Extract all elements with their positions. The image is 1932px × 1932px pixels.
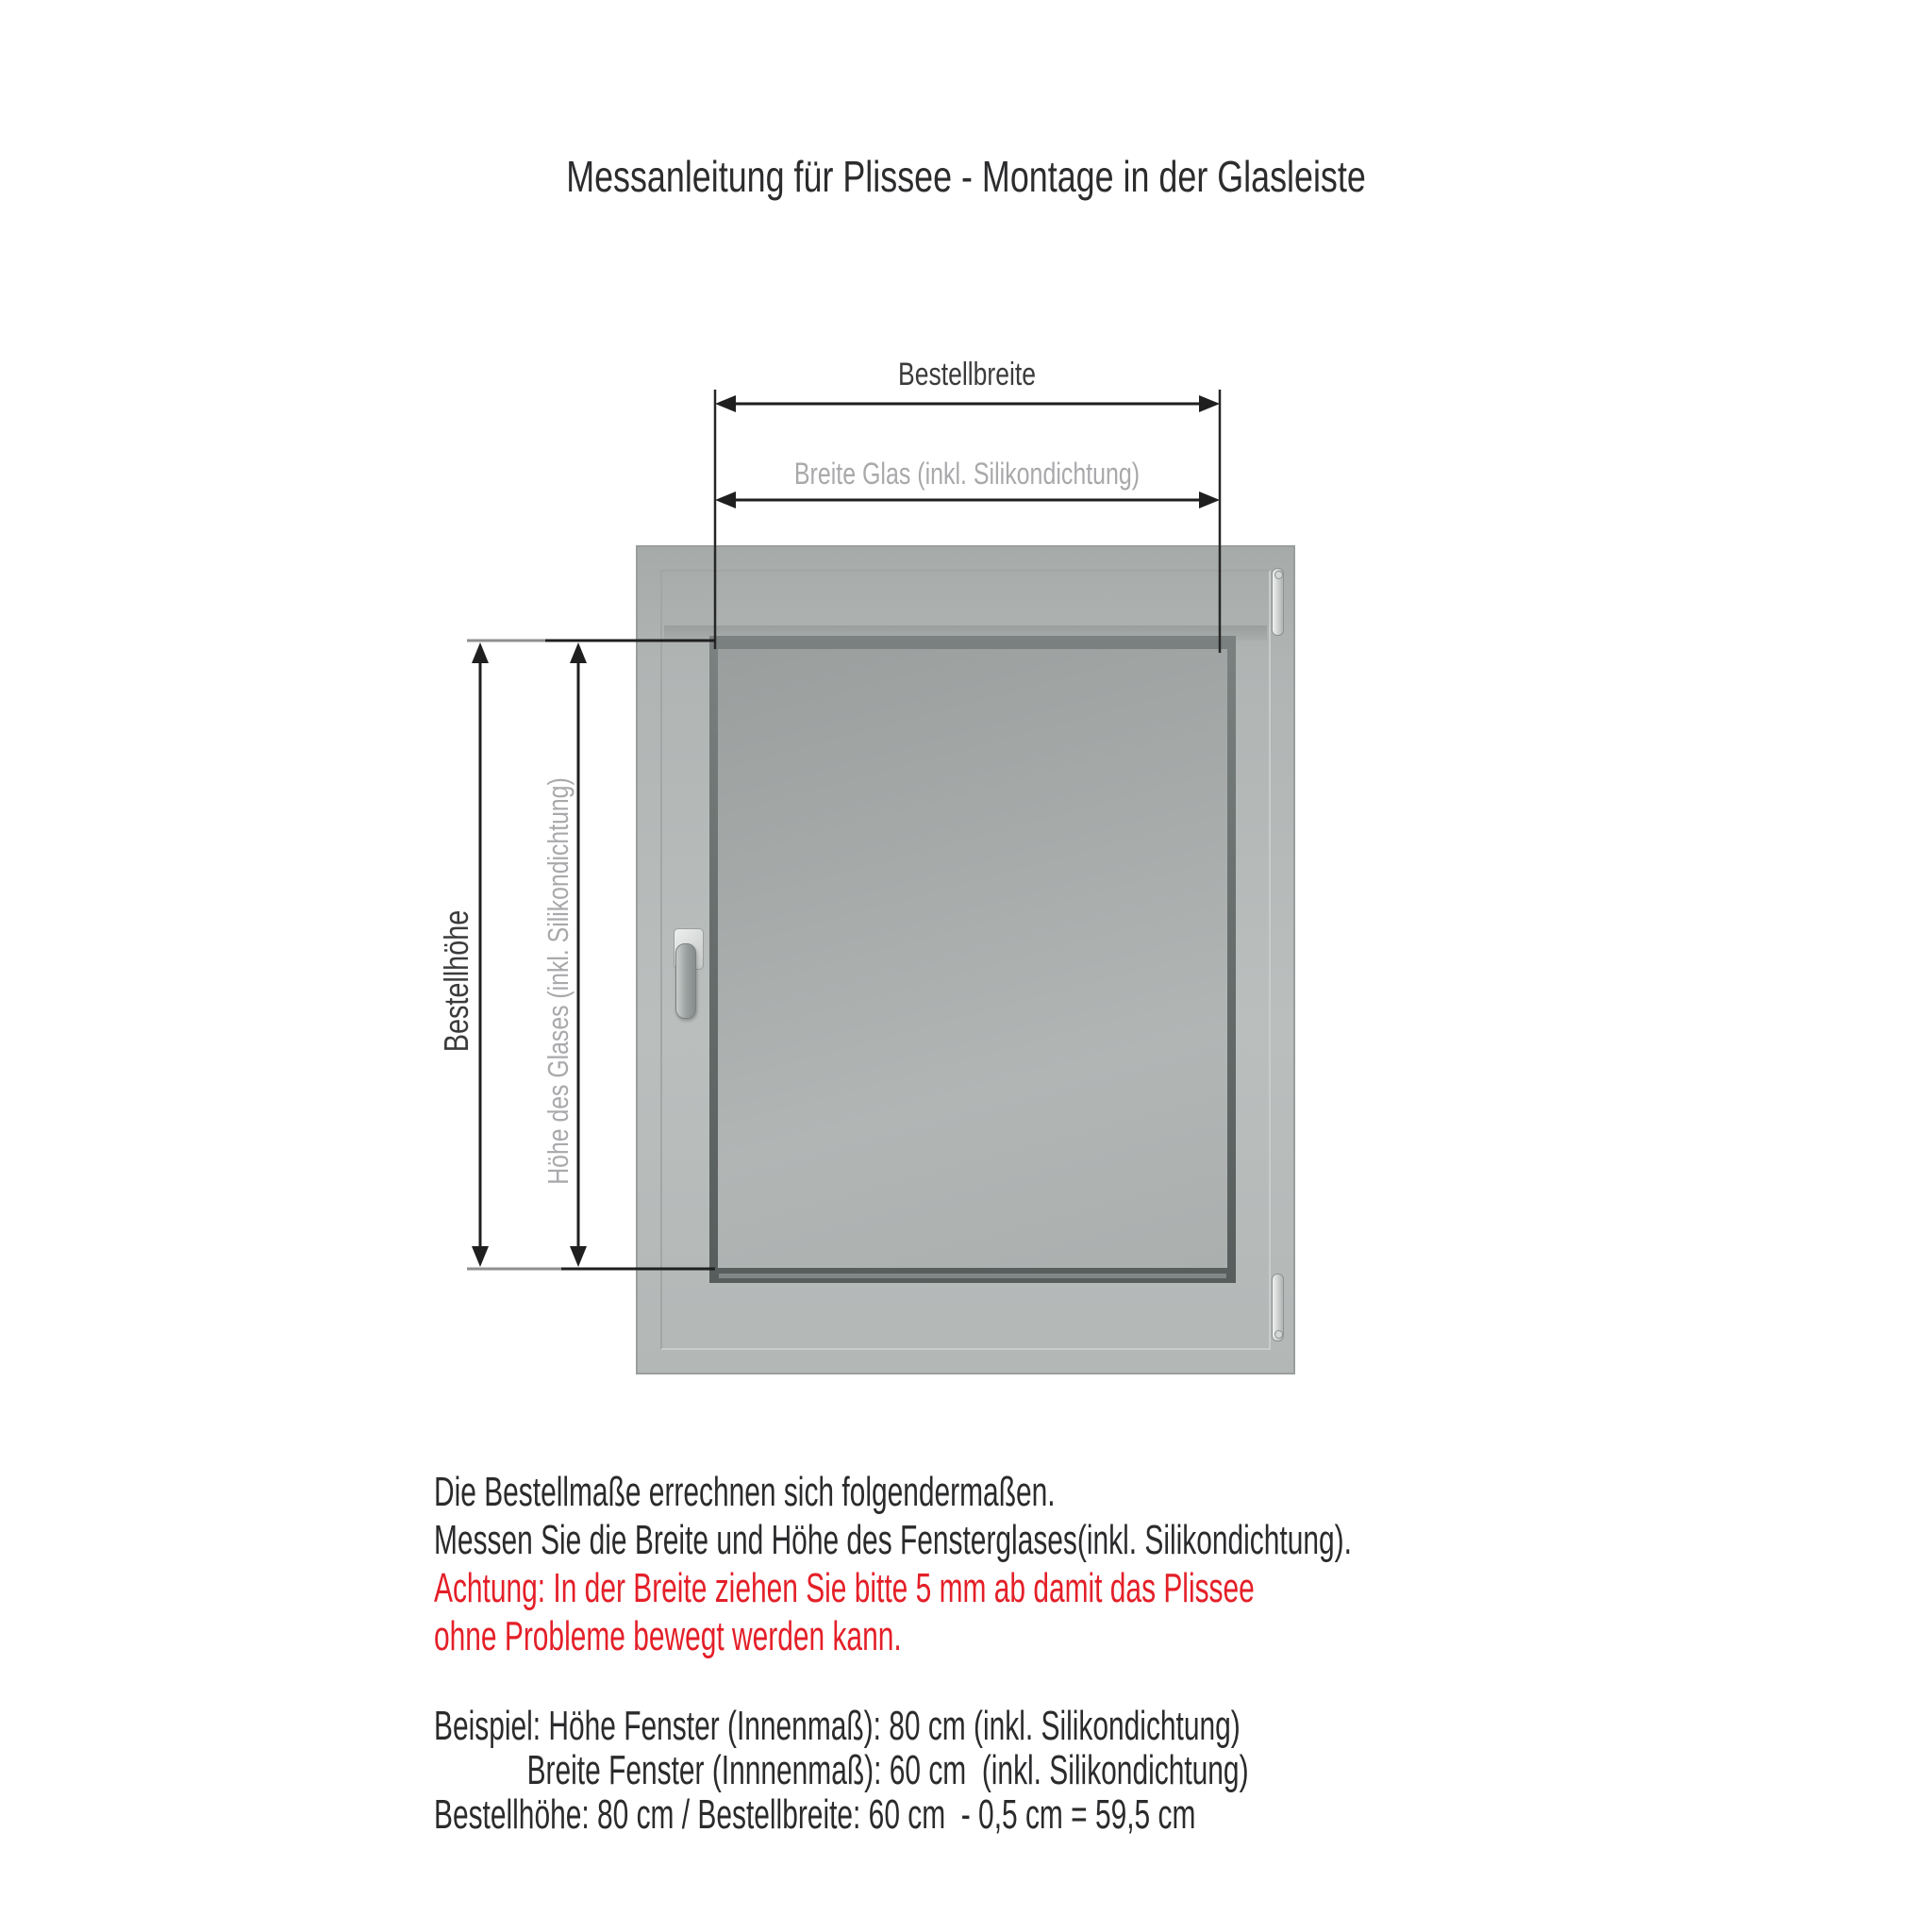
example-line: Beispiel: Höhe Fenster (Innenmaß): 80 cm (inkl. Silikondichtung) [434, 1703, 1241, 1749]
warning-line: ohne Probleme bewegt werden kann. [434, 1613, 902, 1659]
hinge-pin [1274, 571, 1283, 579]
instruction-line: Messen Sie die Breite und Höhe des Fensterglases(inkl. Silikondichtung). [434, 1517, 1352, 1563]
instruction-text [434, 1468, 1352, 1660]
glazing-bead [709, 636, 1236, 1283]
glazing-bead-highlight [719, 1274, 1226, 1278]
instruction-line: Die Bestellmaße errechnen sich folgendermaßen. [434, 1469, 1056, 1515]
label-glass-height: Höhe des Glases (inkl. Silikondichtung) [541, 777, 575, 1185]
label-order-width: Bestellbreite [898, 357, 1036, 392]
window-handle [675, 943, 696, 1019]
warning-line: Achtung: In der Breite ziehen Sie bitte 5 mm ab damit das Plissee [434, 1565, 1255, 1611]
label-order-height: Bestellhöhe [437, 909, 475, 1053]
page-title: Messanleitung für Plissee - Montage in der Glasleiste [566, 152, 1366, 201]
window-glass [718, 649, 1227, 1268]
hinge-pin [1274, 1330, 1283, 1339]
hinge-top-icon [1272, 568, 1284, 636]
example-text [434, 1704, 1249, 1837]
example-line: Breite Fenster (Innnenmaß): 60 cm (inkl. Silikondichtung) [526, 1747, 1249, 1793]
label-glass-width: Breite Glas (inkl. Silikondichtung) [793, 457, 1141, 491]
window-illustration [636, 545, 1295, 1374]
example-line: Bestellhöhe: 80 cm / Bestellbreite: 60 cm - 0,5 cm = 59,5 cm [434, 1791, 1196, 1838]
hinge-bottom-icon [1272, 1274, 1284, 1341]
